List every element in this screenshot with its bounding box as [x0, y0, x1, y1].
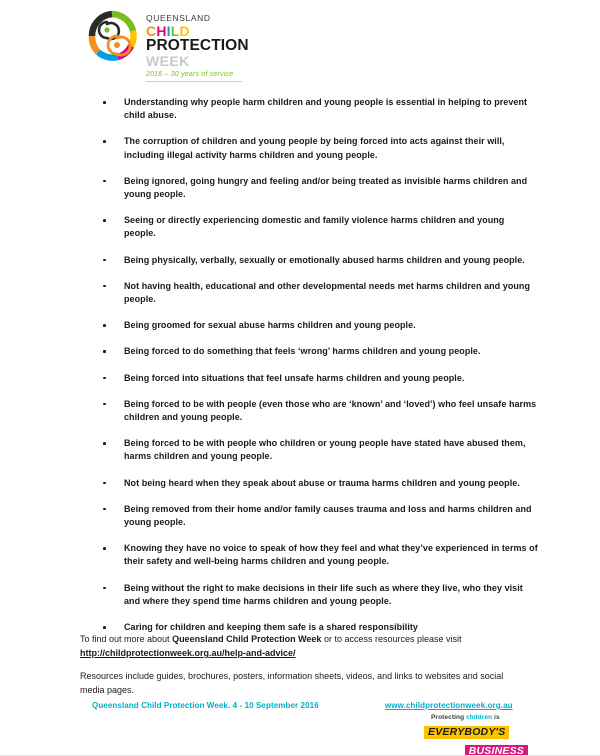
list-item: [98, 582, 538, 608]
queensland-child-protection-week-logo-icon: [86, 10, 138, 68]
list-item: [98, 175, 538, 201]
list-item-text: Being groomed for sexual abuse harms children and young people.: [124, 320, 416, 331]
list-item-text: Not being heard when they speak about abuse or trauma harms children and young people.: [124, 477, 520, 488]
everybodys-badge-row: [424, 722, 528, 740]
bullet-dot-icon: [103, 259, 106, 262]
list-item: [98, 280, 538, 306]
logo-divider: [146, 81, 242, 82]
bullet-dot-icon: [103, 626, 106, 629]
find-out-more-trail: or to access resources please visit: [321, 634, 462, 644]
bullet-dot-icon: [103, 587, 106, 590]
list-item: [98, 214, 538, 240]
resources-text: Resources include guides, brochures, posters, information sheets, videos, and links to websites and social media pages.: [80, 671, 504, 695]
logo-line-week: WEEK: [146, 53, 190, 69]
list-item-text: Not having health, educational and other developmental needs met harms children and young people.: [124, 280, 531, 305]
list-item: [98, 254, 538, 267]
list-item-text: Being physically, verbally, sexually or emotionally abused harms children and young people.: [124, 254, 525, 265]
bullet-dot-icon: [103, 547, 106, 550]
list-item-text: Being ignored, going hungry and feeling and/or being treated as invisible harms children and young people.: [124, 175, 528, 200]
list-item-text: Being forced to be with people who children or young people have stated have abused them, harms children and young people.: [124, 438, 526, 462]
document-header: [86, 10, 249, 82]
badge-line1-pre: Protecting: [431, 714, 467, 721]
bullet-dot-icon: [103, 324, 106, 327]
logo-line-child: CHILD: [146, 23, 190, 39]
list-item: [98, 542, 538, 568]
list-item: [98, 437, 538, 463]
bullet-dot-icon: [103, 285, 106, 288]
list-item: [98, 477, 538, 490]
list-item: [98, 135, 538, 161]
list-item-text: Being forced into situations that feel unsafe harms children and young people.: [124, 372, 465, 383]
resources-paragraph: [80, 670, 530, 697]
everybodys-business-tagline: [431, 714, 528, 722]
list-item-text: Caring for children and keeping them safe is a shared responsibility: [124, 622, 418, 633]
find-out-more-line: [80, 632, 530, 646]
list-item-text: Understanding why people harm children and young people is essential in helping to prevent child abuse.: [124, 97, 528, 121]
logo-wordmark: [146, 10, 249, 82]
footer-website-link[interactable]: www.childprotectionweek.org.au: [385, 701, 513, 710]
everybodys-business-logo: [424, 714, 528, 754]
bullet-dot-icon: [103, 219, 106, 222]
business-badge-row: [424, 741, 528, 756]
bullet-dot-icon: [103, 180, 106, 183]
bullet-dot-icon: [103, 350, 106, 353]
bullet-dot-icon: [103, 442, 106, 445]
help-and-advice-link-line: [80, 646, 530, 660]
list-item-text: Being forced to be with people (even those who are ‘known’ and ‘loved’) who feel unsafe harms children and young people.: [124, 398, 537, 423]
list-item-text: Seeing or directly experiencing domestic and family violence harms children and young people.: [124, 215, 505, 239]
business-badge: BUSINESS: [465, 745, 528, 756]
bullet-dot-icon: [103, 377, 106, 380]
logo-line-protection: PROTECTION: [146, 37, 249, 54]
list-item-text: Being removed from their home and/or family causes trauma and loss and harms children and young people.: [124, 503, 532, 528]
list-item: [98, 398, 538, 424]
list-item: [98, 96, 538, 122]
logo-tagline: 2016 – 30 years of service: [146, 71, 234, 78]
logo-line-queensland: QUEENSLAND: [146, 13, 211, 23]
list-item-text: Knowing they have no voice to speak of how they feel and what they’ve experienced in terms of their safety and well-being harms children and young people.: [124, 543, 538, 567]
list-item: [98, 503, 538, 529]
list-item: [98, 345, 538, 358]
footer-event-line: Queensland Child Protection Week. 4 - 10 September 2016: [92, 701, 319, 710]
bullet-dot-icon: [103, 101, 106, 104]
harm-statements-list: [98, 96, 538, 647]
bullet-dot-icon: [103, 482, 106, 485]
list-item: [98, 372, 538, 385]
find-out-more-paragraph: [80, 632, 530, 660]
badge-line1-post: is: [492, 714, 500, 721]
help-and-advice-link[interactable]: http://childprotectionweek.org.au/help-and-advice/: [80, 648, 296, 658]
find-out-more-emphasis: Queensland Child Protection Week: [172, 634, 322, 644]
list-item-text: Being forced to do something that feels ‘wrong’ harms children and young people.: [124, 346, 481, 357]
badge-line1-children: children: [466, 714, 493, 721]
list-item-text: Being without the right to make decisions in their life such as where they live, who they visit and where they spend time harms children and young people.: [124, 582, 523, 606]
bullet-dot-icon: [103, 403, 106, 406]
bullet-dot-icon: [103, 140, 106, 143]
everybodys-badge: EVERYBODY'S: [424, 726, 509, 739]
bullet-dot-icon: [103, 508, 106, 511]
find-out-more-lead: To find out more about: [80, 634, 173, 644]
list-item-text: The corruption of children and young people by being forced into acts against their will, including illegal activity harms children and young people.: [124, 136, 505, 160]
list-item: [98, 319, 538, 332]
